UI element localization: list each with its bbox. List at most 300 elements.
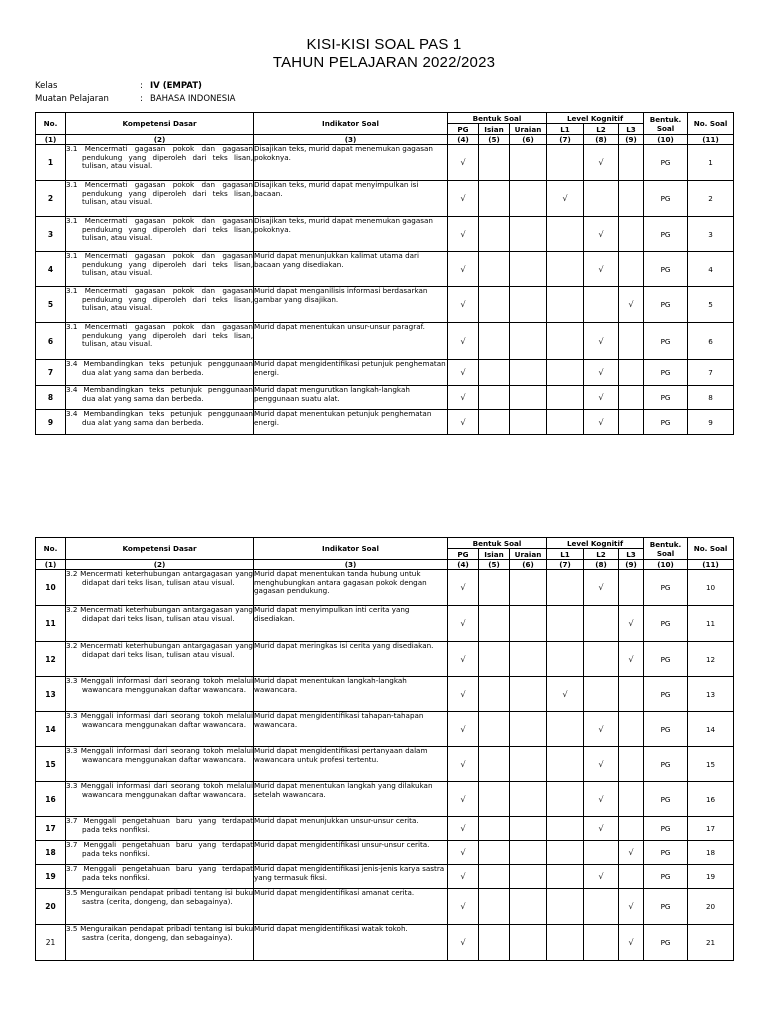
document-subtitle: TAHUN PELAJARAN 2022/2023	[272, 54, 496, 71]
kompetensi-dasar-cell	[66, 360, 254, 386]
table-row	[36, 865, 734, 889]
level-l1-cell	[547, 642, 584, 677]
bentuk-pg-cell: √	[448, 323, 479, 360]
level-l1-cell	[547, 287, 584, 323]
bentuk-pg-cell: √	[448, 712, 479, 747]
level-l1-cell	[547, 865, 584, 889]
bentuk-soal-cell: PG	[644, 217, 688, 252]
col-header-level-kognitif-group: Level Kognitif	[547, 538, 644, 549]
bentuk-soal-cell: PG	[644, 386, 688, 410]
kompetensi-dasar-text: 3.2 Mencermati keterhubungan antargagasan yang didapat dari teks lisan, tulisan atau visual.	[66, 605, 253, 623]
bentuk-uraian-cell	[510, 817, 547, 841]
kompetensi-dasar-text: 3.2 Mencermati keterhubungan antargagasan yang didapat dari teks lisan, tulisan atau visual.	[66, 641, 253, 659]
kisi-kisi-table-1	[35, 112, 734, 435]
bentuk-soal-cell: PG	[644, 145, 688, 181]
bentuk-uraian-cell	[510, 217, 547, 252]
level-l2-cell: √	[584, 410, 619, 435]
level-l3-cell	[619, 410, 644, 435]
level-l2-cell: √	[584, 252, 619, 287]
bentuk-pg-cell: √	[448, 217, 479, 252]
table-row	[36, 386, 734, 410]
level-l1-cell	[547, 747, 584, 782]
kompetensi-dasar-text: 3.3 Menggali informasi dari seorang tokoh melalui wawancara menggunakan daftar wawancara.	[66, 746, 253, 764]
table-row	[36, 606, 734, 642]
kompetensi-dasar-text: 3.5 Menguraikan pendapat pribadi tentang isi buku sastra (cerita, dongeng, dan sebagainya).	[66, 888, 253, 906]
row-number: 1	[36, 145, 66, 181]
table-row	[36, 570, 734, 606]
bentuk-isian-cell	[479, 145, 510, 181]
row-number: 6	[36, 323, 66, 360]
kelas-row	[35, 81, 202, 91]
bentuk-pg-cell: √	[448, 889, 479, 925]
no-soal-cell: 4	[688, 252, 734, 287]
no-soal-cell: 15	[688, 747, 734, 782]
kompetensi-dasar-cell	[66, 889, 254, 925]
col-header-isian: Isian	[479, 124, 510, 135]
bentuk-uraian-cell	[510, 841, 547, 865]
kompetensi-dasar-cell	[66, 817, 254, 841]
bentuk-uraian-cell	[510, 323, 547, 360]
level-l1-cell	[547, 252, 584, 287]
col-index-10: (10)	[644, 135, 688, 145]
bentuk-pg-cell: √	[448, 252, 479, 287]
bentuk-isian-cell	[479, 925, 510, 961]
col-index-6: (6)	[510, 560, 547, 570]
col-header-indikator-soal: Indikator Soal	[254, 113, 448, 135]
kompetensi-dasar-cell	[66, 145, 254, 181]
row-number: 8	[36, 386, 66, 410]
indikator-soal-cell: Murid dapat menentukan langkah-langkah wawancara.	[254, 677, 448, 712]
row-number: 9	[36, 410, 66, 435]
level-l3-cell	[619, 712, 644, 747]
indikator-soal-cell: Murid dapat menentukan unsur-unsur paragraf.	[254, 323, 448, 360]
level-l2-cell	[584, 841, 619, 865]
kompetensi-dasar-cell	[66, 217, 254, 252]
kompetensi-dasar-text: 3.4 Membandingkan teks petunjuk penggunaan dua alat yang sama dan berbeda.	[66, 409, 253, 427]
level-l3-cell	[619, 865, 644, 889]
level-l1-cell	[547, 360, 584, 386]
indikator-soal-cell: Murid dapat menentukan tanda hubung untuk menghubungkan antara gagasan pokok dengan gagasan pendukung.	[254, 570, 448, 606]
table-row	[36, 217, 734, 252]
level-l1-cell	[547, 570, 584, 606]
indikator-soal-cell: Murid dapat menganilisis informasi berdasarkan gambar yang disajikan.	[254, 287, 448, 323]
kompetensi-dasar-cell	[66, 570, 254, 606]
col-header-isian: Isian	[479, 549, 510, 560]
kelas-label: Kelas	[35, 81, 58, 91]
muatan-row	[35, 94, 235, 104]
bentuk-pg-cell: √	[448, 642, 479, 677]
bentuk-isian-cell	[479, 865, 510, 889]
row-number: 12	[36, 642, 66, 677]
level-l3-cell	[619, 386, 644, 410]
kompetensi-dasar-text: 3.4 Membandingkan teks petunjuk penggunaan dua alat yang sama dan berbeda.	[66, 359, 253, 377]
row-number: 2	[36, 181, 66, 217]
table-row	[36, 925, 734, 961]
col-index-2: (2)	[66, 560, 254, 570]
row-number: 7	[36, 360, 66, 386]
col-header-l3: L3	[619, 124, 644, 135]
col-index-8: (8)	[584, 135, 619, 145]
col-header-l3: L3	[619, 549, 644, 560]
kelas-colon: :	[140, 81, 143, 91]
col-index-9: (9)	[619, 560, 644, 570]
level-l3-cell	[619, 217, 644, 252]
level-l3-cell	[619, 747, 644, 782]
level-l2-cell: √	[584, 386, 619, 410]
col-index-5: (5)	[479, 560, 510, 570]
no-soal-cell: 5	[688, 287, 734, 323]
bentuk-soal-cell: PG	[644, 677, 688, 712]
kompetensi-dasar-cell	[66, 841, 254, 865]
row-number: 10	[36, 570, 66, 606]
indikator-soal-cell: Murid dapat meringkas isi cerita yang disediakan.	[254, 642, 448, 677]
table-row	[36, 817, 734, 841]
table-row	[36, 841, 734, 865]
level-l2-cell	[584, 287, 619, 323]
bentuk-pg-cell: √	[448, 747, 479, 782]
muatan-colon: :	[140, 94, 143, 104]
no-soal-cell: 20	[688, 889, 734, 925]
bentuk-soal-cell: PG	[644, 817, 688, 841]
table-row	[36, 360, 734, 386]
table-row	[36, 782, 734, 817]
indikator-soal-cell: Murid dapat mengurutkan langkah-langkah penggunaan suatu alat.	[254, 386, 448, 410]
kompetensi-dasar-text: 3.1 Mencermati gagasan pokok dan gagasan pendukung yang diperoleh dari teks lisan, tulisan, atau visual.	[66, 180, 253, 206]
level-l3-cell	[619, 145, 644, 181]
bentuk-uraian-cell	[510, 410, 547, 435]
col-header-l1: L1	[547, 549, 584, 560]
bentuk-uraian-cell	[510, 145, 547, 181]
kompetensi-dasar-text: 3.1 Mencermati gagasan pokok dan gagasan pendukung yang diperoleh dari teks lisan, tulisan, atau visual.	[66, 286, 253, 312]
level-l2-cell: √	[584, 323, 619, 360]
bentuk-pg-cell: √	[448, 145, 479, 181]
table-row	[36, 642, 734, 677]
col-header-bentuk-soal-group: Bentuk Soal	[448, 538, 547, 549]
col-header-l2: L2	[584, 549, 619, 560]
bentuk-soal-cell: PG	[644, 925, 688, 961]
no-soal-cell: 9	[688, 410, 734, 435]
level-l1-cell	[547, 841, 584, 865]
table-row	[36, 889, 734, 925]
bentuk-isian-cell	[479, 410, 510, 435]
level-l2-cell: √	[584, 360, 619, 386]
col-index-11: (11)	[688, 560, 734, 570]
indikator-soal-cell: Murid dapat menentukan langkah yang dilakukan setelah wawancara.	[254, 782, 448, 817]
bentuk-pg-cell: √	[448, 287, 479, 323]
bentuk-isian-cell	[479, 360, 510, 386]
document-title: KISI-KISI SOAL PAS 1	[306, 36, 462, 53]
level-l3-cell: √	[619, 925, 644, 961]
row-number: 19	[36, 865, 66, 889]
kompetensi-dasar-cell	[66, 925, 254, 961]
bentuk-pg-cell: √	[448, 181, 479, 217]
bentuk-soal-cell: PG	[644, 410, 688, 435]
bentuk-pg-cell: √	[448, 841, 479, 865]
level-l3-cell: √	[619, 642, 644, 677]
row-number: 14	[36, 712, 66, 747]
col-header-bentuk-soal: Bentuk. Soal	[644, 538, 688, 560]
kompetensi-dasar-cell	[66, 287, 254, 323]
bentuk-isian-cell	[479, 323, 510, 360]
col-header-kompetensi-dasar: Kompetensi Dasar	[66, 113, 254, 135]
no-soal-cell: 2	[688, 181, 734, 217]
kompetensi-dasar-cell	[66, 642, 254, 677]
row-number: 18	[36, 841, 66, 865]
bentuk-pg-cell: √	[448, 925, 479, 961]
level-l3-cell	[619, 677, 644, 712]
bentuk-isian-cell	[479, 817, 510, 841]
col-index-10: (10)	[644, 560, 688, 570]
level-l2-cell: √	[584, 817, 619, 841]
row-number: 20	[36, 889, 66, 925]
col-header-kompetensi-dasar: Kompetensi Dasar	[66, 538, 254, 560]
bentuk-soal-cell: PG	[644, 747, 688, 782]
bentuk-soal-cell: PG	[644, 841, 688, 865]
col-index-5: (5)	[479, 135, 510, 145]
indikator-soal-cell: Murid dapat mengidentifikasi amanat cerita.	[254, 889, 448, 925]
level-l3-cell	[619, 252, 644, 287]
table-row	[36, 145, 734, 181]
no-soal-cell: 10	[688, 570, 734, 606]
no-soal-cell: 6	[688, 323, 734, 360]
col-header-pg: PG	[448, 549, 479, 560]
kompetensi-dasar-text: 3.2 Mencermati keterhubungan antargagasan yang didapat dari teks lisan, tulisan atau visual.	[66, 569, 253, 587]
kisi-kisi-table-2	[35, 537, 734, 961]
bentuk-soal-cell: PG	[644, 782, 688, 817]
col-header-uraian: Uraian	[510, 124, 547, 135]
bentuk-soal-cell: PG	[644, 181, 688, 217]
indikator-soal-cell: Disajikan teks, murid dapat menemukan gagasan pokoknya.	[254, 145, 448, 181]
bentuk-uraian-cell	[510, 386, 547, 410]
indikator-soal-cell: Murid dapat mengidentifikasi jenis-jenis karya sastra yang termasuk fiksi.	[254, 865, 448, 889]
no-soal-cell: 7	[688, 360, 734, 386]
col-header-uraian: Uraian	[510, 549, 547, 560]
level-l1-cell	[547, 889, 584, 925]
level-l3-cell: √	[619, 606, 644, 642]
level-l1-cell	[547, 145, 584, 181]
indikator-soal-cell: Disajikan teks, murid dapat menyimpulkan isi bacaan.	[254, 181, 448, 217]
no-soal-cell: 21	[688, 925, 734, 961]
bentuk-isian-cell	[479, 642, 510, 677]
table-row	[36, 747, 734, 782]
level-l1-cell	[547, 925, 584, 961]
level-l2-cell	[584, 889, 619, 925]
col-header-l1: L1	[547, 124, 584, 135]
level-l1-cell: √	[547, 677, 584, 712]
kompetensi-dasar-cell	[66, 323, 254, 360]
bentuk-uraian-cell	[510, 606, 547, 642]
table-row	[36, 677, 734, 712]
muatan-value: BAHASA INDONESIA	[150, 94, 236, 104]
col-index-4: (4)	[448, 135, 479, 145]
level-l2-cell	[584, 677, 619, 712]
bentuk-isian-cell	[479, 181, 510, 217]
bentuk-soal-cell: PG	[644, 865, 688, 889]
kompetensi-dasar-cell	[66, 181, 254, 217]
bentuk-pg-cell: √	[448, 677, 479, 712]
row-number: 4	[36, 252, 66, 287]
bentuk-pg-cell: √	[448, 570, 479, 606]
bentuk-soal-cell: PG	[644, 889, 688, 925]
level-l2-cell: √	[584, 570, 619, 606]
level-l1-cell	[547, 410, 584, 435]
kompetensi-dasar-cell	[66, 410, 254, 435]
level-l1-cell	[547, 606, 584, 642]
kelas-value: IV (EMPAT)	[150, 81, 202, 91]
level-l3-cell	[619, 782, 644, 817]
kompetensi-dasar-cell	[66, 677, 254, 712]
col-index-9: (9)	[619, 135, 644, 145]
indikator-soal-cell: Murid dapat mengidentifikasi tahapan-tahapan wawancara.	[254, 712, 448, 747]
col-header-pg: PG	[448, 124, 479, 135]
indikator-soal-cell: Murid dapat menyimpulkan inti cerita yang disediakan.	[254, 606, 448, 642]
row-number: 15	[36, 747, 66, 782]
kompetensi-dasar-text: 3.3 Menggali informasi dari seorang tokoh melalui wawancara menggunakan daftar wawancara.	[66, 676, 253, 694]
bentuk-uraian-cell	[510, 925, 547, 961]
col-index-2: (2)	[66, 135, 254, 145]
bentuk-isian-cell	[479, 606, 510, 642]
no-soal-cell: 17	[688, 817, 734, 841]
kompetensi-dasar-text: 3.1 Mencermati gagasan pokok dan gagasan pendukung yang diperoleh dari teks lisan, tulisan, atau visual.	[66, 216, 253, 242]
col-header-indikator-soal: Indikator Soal	[254, 538, 448, 560]
kompetensi-dasar-text: 3.1 Mencermati gagasan pokok dan gagasan pendukung yang diperoleh dari teks lisan, tulisan, atau visual.	[66, 322, 253, 348]
no-soal-cell: 13	[688, 677, 734, 712]
bentuk-uraian-cell	[510, 360, 547, 386]
bentuk-isian-cell	[479, 677, 510, 712]
bentuk-isian-cell	[479, 889, 510, 925]
kompetensi-dasar-cell	[66, 252, 254, 287]
row-number: 17	[36, 817, 66, 841]
bentuk-pg-cell: √	[448, 782, 479, 817]
bentuk-uraian-cell	[510, 782, 547, 817]
bentuk-uraian-cell	[510, 642, 547, 677]
col-header-no: No.	[36, 113, 66, 135]
kompetensi-dasar-text: 3.7 Menggali pengetahuan baru yang terdapat pada teks nonfiksi.	[66, 864, 253, 882]
kompetensi-dasar-text: 3.7 Menggali pengetahuan baru yang terdapat pada teks nonfiksi.	[66, 816, 253, 834]
indikator-soal-cell: Disajikan teks, murid dapat menemukan gagasan pokoknya.	[254, 217, 448, 252]
kompetensi-dasar-cell	[66, 747, 254, 782]
level-l3-cell	[619, 360, 644, 386]
bentuk-uraian-cell	[510, 889, 547, 925]
no-soal-cell: 3	[688, 217, 734, 252]
level-l1-cell	[547, 817, 584, 841]
col-index-4: (4)	[448, 560, 479, 570]
level-l2-cell: √	[584, 145, 619, 181]
row-number: 21	[36, 925, 66, 961]
table-row	[36, 323, 734, 360]
col-index-6: (6)	[510, 135, 547, 145]
level-l2-cell: √	[584, 782, 619, 817]
bentuk-pg-cell: √	[448, 606, 479, 642]
kompetensi-dasar-cell	[66, 712, 254, 747]
kompetensi-dasar-text: 3.3 Menggali informasi dari seorang tokoh melalui wawancara menggunakan daftar wawancara.	[66, 711, 253, 729]
bentuk-soal-cell: PG	[644, 606, 688, 642]
level-l2-cell: √	[584, 712, 619, 747]
level-l1-cell	[547, 323, 584, 360]
bentuk-pg-cell: √	[448, 865, 479, 889]
kompetensi-dasar-cell	[66, 386, 254, 410]
row-number: 11	[36, 606, 66, 642]
table-row	[36, 181, 734, 217]
level-l3-cell	[619, 817, 644, 841]
level-l2-cell: √	[584, 747, 619, 782]
kompetensi-dasar-cell	[66, 782, 254, 817]
table-row	[36, 410, 734, 435]
no-soal-cell: 12	[688, 642, 734, 677]
bentuk-soal-cell: PG	[644, 570, 688, 606]
kompetensi-dasar-text: 3.1 Mencermati gagasan pokok dan gagasan pendukung yang diperoleh dari teks lisan, tulisan, atau visual.	[66, 144, 253, 170]
bentuk-isian-cell	[479, 747, 510, 782]
kompetensi-dasar-text: 3.1 Mencermati gagasan pokok dan gagasan pendukung yang diperoleh dari teks lisan, tulisan, atau visual.	[66, 251, 253, 277]
level-l1-cell: √	[547, 181, 584, 217]
indikator-soal-cell: Murid dapat mengidentifikasi watak tokoh.	[254, 925, 448, 961]
bentuk-soal-cell: PG	[644, 287, 688, 323]
kompetensi-dasar-cell	[66, 865, 254, 889]
level-l1-cell	[547, 782, 584, 817]
level-l1-cell	[547, 386, 584, 410]
table-row	[36, 287, 734, 323]
bentuk-uraian-cell	[510, 712, 547, 747]
bentuk-uraian-cell	[510, 747, 547, 782]
no-soal-cell: 11	[688, 606, 734, 642]
bentuk-isian-cell	[479, 782, 510, 817]
col-header-no-soal: No. Soal	[688, 538, 734, 560]
bentuk-uraian-cell	[510, 252, 547, 287]
no-soal-cell: 16	[688, 782, 734, 817]
col-index-3: (3)	[254, 560, 448, 570]
col-header-bentuk-soal: Bentuk. Soal	[644, 113, 688, 135]
kompetensi-dasar-text: 3.3 Menggali informasi dari seorang tokoh melalui wawancara menggunakan daftar wawancara.	[66, 781, 253, 799]
table-row	[36, 712, 734, 747]
level-l2-cell	[584, 606, 619, 642]
bentuk-isian-cell	[479, 570, 510, 606]
col-index-7: (7)	[547, 135, 584, 145]
kompetensi-dasar-text: 3.4 Membandingkan teks petunjuk penggunaan dua alat yang sama dan berbeda.	[66, 385, 253, 403]
bentuk-pg-cell: √	[448, 817, 479, 841]
bentuk-pg-cell: √	[448, 386, 479, 410]
kompetensi-dasar-text: 3.7 Menggali pengetahuan baru yang terdapat pada teks nonfiksi.	[66, 840, 253, 858]
col-index-7: (7)	[547, 560, 584, 570]
bentuk-isian-cell	[479, 712, 510, 747]
col-index-3: (3)	[254, 135, 448, 145]
row-number: 5	[36, 287, 66, 323]
level-l3-cell: √	[619, 841, 644, 865]
col-header-bentuk-soal-group: Bentuk Soal	[448, 113, 547, 124]
no-soal-cell: 18	[688, 841, 734, 865]
bentuk-uraian-cell	[510, 287, 547, 323]
col-index-1: (1)	[36, 135, 66, 145]
level-l3-cell	[619, 570, 644, 606]
bentuk-soal-cell: PG	[644, 712, 688, 747]
indikator-soal-cell: Murid dapat mengidentifikasi unsur-unsur cerita.	[254, 841, 448, 865]
row-number: 13	[36, 677, 66, 712]
col-header-no-soal: No. Soal	[688, 113, 734, 135]
col-index-1: (1)	[36, 560, 66, 570]
level-l2-cell	[584, 925, 619, 961]
indikator-soal-cell: Murid dapat mengidentifikasi petunjuk penghematan energi.	[254, 360, 448, 386]
level-l2-cell: √	[584, 217, 619, 252]
level-l3-cell: √	[619, 889, 644, 925]
kompetensi-dasar-text: 3.5 Menguraikan pendapat pribadi tentang isi buku sastra (cerita, dongeng, dan sebagainya).	[66, 924, 253, 942]
col-header-l2: L2	[584, 124, 619, 135]
level-l2-cell	[584, 181, 619, 217]
bentuk-isian-cell	[479, 217, 510, 252]
level-l1-cell	[547, 217, 584, 252]
col-index-11: (11)	[688, 135, 734, 145]
table-row	[36, 252, 734, 287]
bentuk-uraian-cell	[510, 677, 547, 712]
no-soal-cell: 8	[688, 386, 734, 410]
